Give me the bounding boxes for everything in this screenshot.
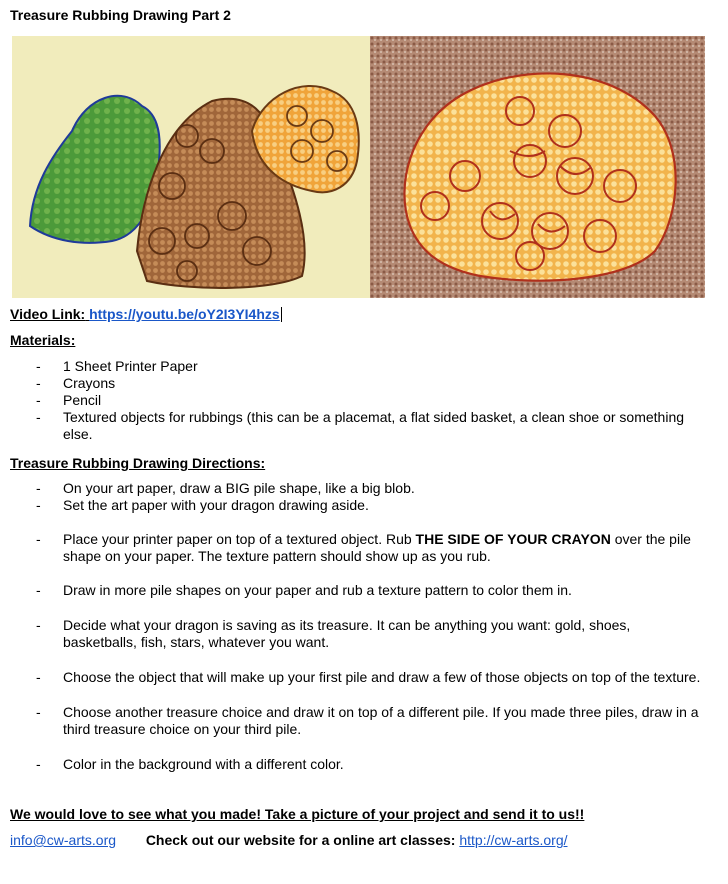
list-item: - Textured objects for rubbings (this can be a placemat, a flat sided basket, a clean shoe or something else. [0, 409, 706, 443]
list-item: - 1 Sheet Printer Paper [0, 358, 706, 375]
list-item [0, 669, 706, 686]
list-item: - Crayons [0, 375, 706, 392]
video-link-row [10, 306, 282, 322]
page-title: Treasure Rubbing Drawing Part 2 [10, 7, 231, 23]
step-text: On your art paper, draw a BIG pile shape, like a big blob. [63, 480, 415, 496]
list-item [0, 531, 706, 565]
list-item: - Pencil [0, 392, 706, 409]
email-link[interactable]: info@cw-arts.org [10, 832, 117, 848]
text-cursor [281, 307, 282, 322]
materials-list [0, 358, 706, 443]
video-link[interactable]: https://youtu.be/oY2I3YI4hzs [89, 306, 280, 322]
step-text: over the pile shape on your paper. The texture pattern should show up as you rub. [63, 531, 691, 564]
directions-list [0, 480, 706, 773]
step-text: Decide what your dragon is saving as its treasure. It can be anything you want: gold, shoes, basketballs, fish, stars, whatever you want. [63, 617, 631, 650]
contact-row [10, 832, 568, 848]
step-text: Choose another treasure choice and draw it on top of a different pile. If you made three piles, draw in a third treasure choice on your third pile. [63, 704, 699, 737]
website-link[interactable]: http://cw-arts.org/ [459, 832, 568, 848]
directions-heading: Treasure Rubbing Drawing Directions: [10, 455, 266, 471]
materials-heading: Materials: [10, 332, 76, 348]
list-item [0, 704, 706, 738]
call-to-action: We would love to see what you made! Take a picture of your project and send it to us!! [10, 806, 585, 822]
step-text: Place your printer paper on top of a textured object. Rub [63, 531, 416, 547]
step-text: Draw in more pile shapes on your paper and rub a texture pattern to color them in. [63, 582, 572, 598]
list-item [0, 497, 706, 514]
step-text: Color in the background with a different color. [63, 756, 344, 772]
video-link-label: Video Link: [10, 306, 86, 322]
list-item [0, 617, 706, 651]
step-text: Choose the object that will make up your first pile and draw a few of those objects on top of the texture. [63, 669, 701, 685]
list-item [0, 582, 706, 599]
step-text: Set the art paper with your dragon drawing aside. [63, 497, 369, 513]
example-photo-left [12, 36, 370, 298]
list-item [0, 756, 706, 773]
step-bold-text: THE SIDE OF YOUR CRAYON [415, 531, 611, 547]
example-photo-right [370, 36, 705, 298]
website-label: Check out our website for a online art classes: [145, 832, 456, 848]
list-item [0, 480, 706, 497]
